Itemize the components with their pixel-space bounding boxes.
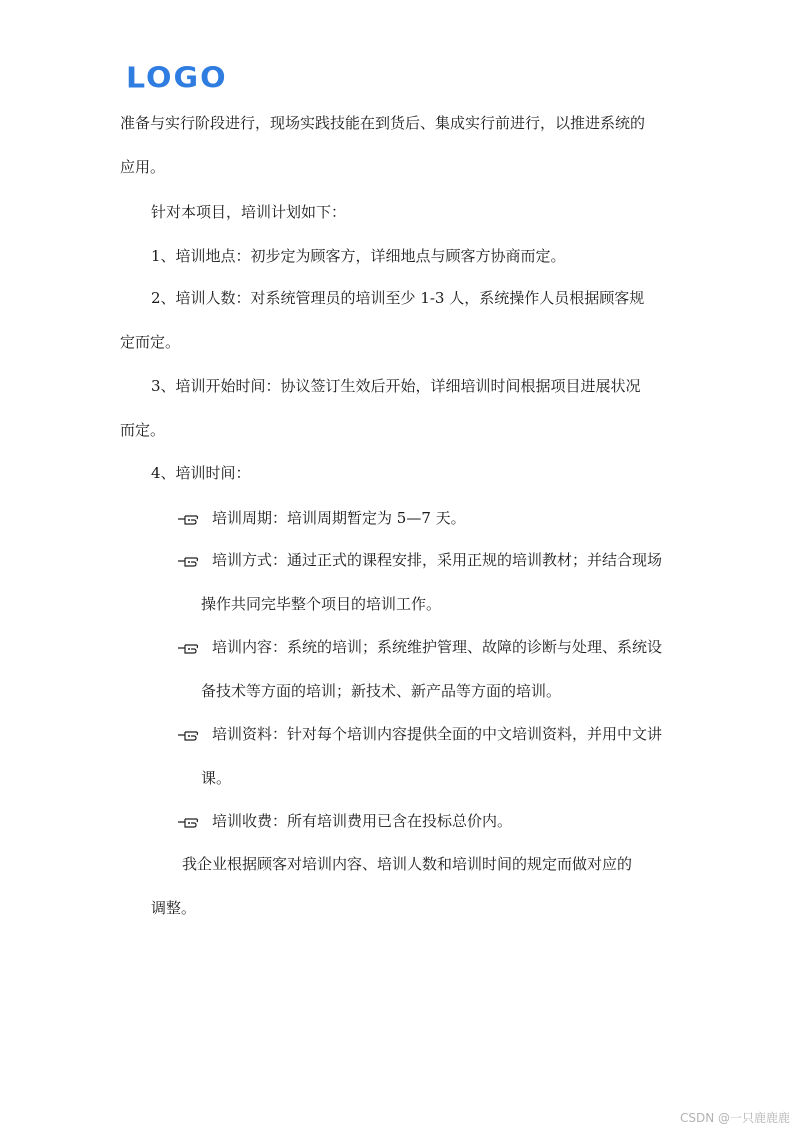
list-item: 1、培训地点：初步定为顾客方，详细地点与顾客方协商而定。 <box>151 247 566 265</box>
pointing-hand-icon <box>177 641 199 655</box>
paragraph-line: 应用。 <box>120 158 166 176</box>
watermark: CSDN @一只鹿鹿鹿 <box>679 1111 790 1125</box>
bullet-item: 培训周期：培训周期暂定为 5—7 天。 <box>212 509 466 527</box>
pointing-hand-icon <box>177 554 199 568</box>
pointing-hand-icon <box>177 728 199 742</box>
bullet-item-continuation: 操作共同完毕整个项目的培训工作。 <box>201 595 442 613</box>
pointing-hand-icon <box>177 815 199 829</box>
list-item: 3、培训开始时间：协议签订生效后开始，详细培训时间根据项目进展状况 <box>151 377 641 395</box>
paragraph-line: 针对本项目，培训计划如下： <box>151 203 347 221</box>
list-item-continuation: 定而定。 <box>120 333 181 351</box>
bullet-item: 培训收费：所有培训费用已含在投标总价内。 <box>212 812 513 830</box>
paragraph-line: 调整。 <box>151 899 197 917</box>
list-item-continuation: 而定。 <box>120 421 166 439</box>
paragraph-line: 准备与实行阶段进行，现场实践技能在到货后、集成实行前进行，以推进系统的 <box>120 114 646 132</box>
bullet-item-continuation: 备技术等方面的培训；新技术、新产品等方面的培训。 <box>201 682 562 700</box>
pointing-hand-icon <box>177 512 199 526</box>
bullet-item: 培训内容：系统的培训；系统维护管理、故障的诊断与处理、系统设 <box>212 638 663 656</box>
bullet-item-continuation: 课。 <box>201 769 232 787</box>
paragraph-line: 我企业根据顾客对培训内容、培训人数和培训时间的规定而做对应的 <box>182 855 633 873</box>
list-item: 2、培训人数：对系统管理员的培训至少 1-3 人，系统操作人员根据顾客规 <box>151 289 645 307</box>
logo: LOGO <box>126 61 228 96</box>
bullet-item: 培训方式：通过正式的课程安排，采用正规的培训教材；并结合现场 <box>212 551 663 569</box>
list-item: 4、培训时间： <box>151 464 251 482</box>
bullet-item: 培训资料：针对每个培训内容提供全面的中文培训资料，并用中文讲 <box>212 725 663 743</box>
